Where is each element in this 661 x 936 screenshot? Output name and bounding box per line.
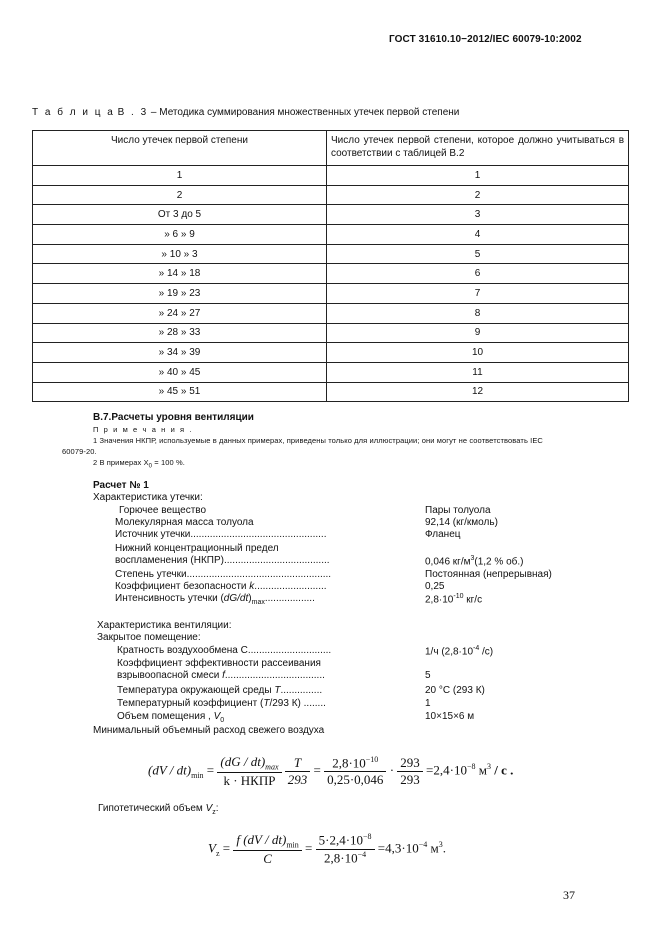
min-flow-label: Минимальный объемный расход свежего воздуха bbox=[93, 725, 325, 736]
param-label: Коэффициент безопасности k.......................... bbox=[115, 581, 327, 592]
counted-leaks-cell: 8 bbox=[327, 303, 629, 323]
leak-count-cell: » 34 » 39 bbox=[33, 343, 327, 363]
table-caption bbox=[32, 107, 459, 118]
leak-count-cell: » 45 » 51 bbox=[33, 382, 327, 402]
param-value: $2,8\cdot 10^{-10}$ кг/с bbox=[425, 593, 483, 606]
table-row bbox=[33, 225, 629, 245]
param-label: Интенсивность утечки $(dG/dt)_{max}$.................. bbox=[115, 593, 315, 606]
leak-characteristics-label: Характеристика утечки: bbox=[93, 492, 203, 503]
param-label: Кратность воздухообмена С.............................. bbox=[117, 645, 332, 656]
param-label: Горючее вещество bbox=[119, 505, 207, 516]
note-1-line-2: 60079-20. bbox=[62, 447, 97, 456]
note-2: 2 В примерах $X_0 = 100$ %. bbox=[93, 458, 185, 470]
table-row bbox=[33, 323, 629, 343]
param-value: Пары толуола bbox=[425, 505, 491, 516]
param-value: 10×15×6 м bbox=[425, 711, 475, 722]
table-row bbox=[33, 244, 629, 264]
counted-leaks-cell: 12 bbox=[327, 382, 629, 402]
table-row bbox=[33, 264, 629, 284]
leak-count-cell: » 19 » 23 bbox=[33, 284, 327, 304]
param-label: Источник утечки................................................. bbox=[115, 529, 327, 540]
note-1-line-1: 1 Значения НКПР, используемые в данных примерах, приведены только для иллюстрации; они могут не соответствовать IEC bbox=[93, 436, 543, 445]
section-title: В.7.Расчеты уровня вентиляции bbox=[93, 412, 254, 423]
table-row bbox=[33, 185, 629, 205]
param-value: 5 bbox=[425, 670, 431, 681]
param-value: 1 bbox=[425, 698, 431, 709]
param-value: 92,14 (кг/кмоль) bbox=[425, 517, 498, 528]
leak-count-cell: » 10 » 3 bbox=[33, 244, 327, 264]
leak-count-cell: » 40 » 45 bbox=[33, 362, 327, 382]
table-row bbox=[33, 205, 629, 225]
param-label: взрывоопасной смеси f.................................... bbox=[117, 670, 325, 681]
param-value: 20 °С (293 К) bbox=[425, 685, 485, 696]
param-label: Молекулярная масса толуола bbox=[115, 517, 254, 528]
hypothetical-volume-label: Гипотетический объем $V_z$: bbox=[98, 803, 219, 816]
leak-count-cell: От 3 до 5 bbox=[33, 205, 327, 225]
table-header-col1: Число утечек первой степени bbox=[33, 131, 327, 166]
counted-leaks-cell: 7 bbox=[327, 284, 629, 304]
counted-leaks-cell: 11 bbox=[327, 362, 629, 382]
param-label: Температура окружающей среды T............... bbox=[117, 685, 323, 696]
table-row bbox=[33, 284, 629, 304]
formula-hypothetical-volume: $V_z$ = $\frac{f (dV / dt)_{min}}{C}$ = $\frac{5\cdot 2,4\cdot 10^{-8}}{2,8\cdot 10^{-4}}$ $=4,3\cdot 10^{-4}$ $м^3$. bbox=[208, 832, 446, 866]
calc-title: Расчет № 1 bbox=[93, 480, 149, 491]
param-value: 0,046 $кг/м^3(1,2$ % об.) bbox=[425, 555, 524, 568]
table-row bbox=[33, 343, 629, 363]
leak-count-cell: » 24 » 27 bbox=[33, 303, 327, 323]
counted-leaks-cell: 2 bbox=[327, 185, 629, 205]
closed-room-label: Закрытое помещение: bbox=[97, 632, 201, 643]
document-header: ГОСТ 31610.10−2012/IEC 60079-10:2002 bbox=[389, 34, 582, 45]
table-header-col2: Число утечек первой степени, которое должно учитываться в соответствии с таблицей В.2 bbox=[327, 131, 629, 166]
leak-count-cell: 1 bbox=[33, 166, 327, 186]
param-label: Степень утечки.................................................... bbox=[115, 569, 332, 580]
counted-leaks-cell: 5 bbox=[327, 244, 629, 264]
param-value: Фланец bbox=[425, 529, 461, 540]
table-caption-number: В . 3 bbox=[117, 107, 149, 118]
counted-leaks-cell: 10 bbox=[327, 343, 629, 363]
param-label: Нижний концентрационный предел bbox=[115, 543, 279, 554]
table-header-row bbox=[33, 131, 629, 166]
param-value: Постоянная (непрерывная) bbox=[425, 569, 552, 580]
leak-count-cell: » 14 » 18 bbox=[33, 264, 327, 284]
page-number: 37 bbox=[563, 888, 575, 902]
param-label: воспламенения (НКПР)...................................... bbox=[115, 555, 330, 566]
param-label: Температурный коэффициент (T/293 К) ........ bbox=[117, 698, 326, 709]
counted-leaks-cell: 6 bbox=[327, 264, 629, 284]
leak-summation-table bbox=[32, 130, 629, 402]
leak-count-cell: » 6 » 9 bbox=[33, 225, 327, 245]
counted-leaks-cell: 1 bbox=[327, 166, 629, 186]
param-value: 1/ч ($2,8\cdot 10^{-4}$ /с) bbox=[425, 645, 494, 658]
counted-leaks-cell: 9 bbox=[327, 323, 629, 343]
table-row bbox=[33, 362, 629, 382]
table-row bbox=[33, 303, 629, 323]
counted-leaks-cell: 3 bbox=[327, 205, 629, 225]
ventilation-characteristics-label: Характеристика вентиляции: bbox=[97, 620, 232, 631]
leak-count-cell: » 28 » 33 bbox=[33, 323, 327, 343]
param-value: 0,25 bbox=[425, 581, 445, 592]
table-row bbox=[33, 166, 629, 186]
leak-count-cell: 2 bbox=[33, 185, 327, 205]
counted-leaks-cell: 4 bbox=[327, 225, 629, 245]
table-row bbox=[33, 382, 629, 402]
table-caption-text: – Методика суммирования множественных утечек первой степени bbox=[150, 107, 460, 118]
param-label: Объем помещения , $V_0$ bbox=[117, 711, 225, 724]
formula-min-airflow: $(dV / dt)_{min}$ = $\frac{(dG / dt)_{max}}{\text{k · НКПР}}$ $\frac{T}{293}$ = $\frac{2,8\cdot 10^{-10}}{0,25\cdot 0,046}$ · $\frac{293}{293}$ $=2,4\cdot 10^{-8}$ $м^3$ / с . bbox=[148, 754, 514, 788]
notes-label: П р и м е ч а н и я . bbox=[93, 425, 194, 434]
param-label: Коэффициент эффективности рассеивания bbox=[117, 658, 321, 669]
table-caption-prefix: Т а б л и ц а bbox=[32, 107, 115, 118]
